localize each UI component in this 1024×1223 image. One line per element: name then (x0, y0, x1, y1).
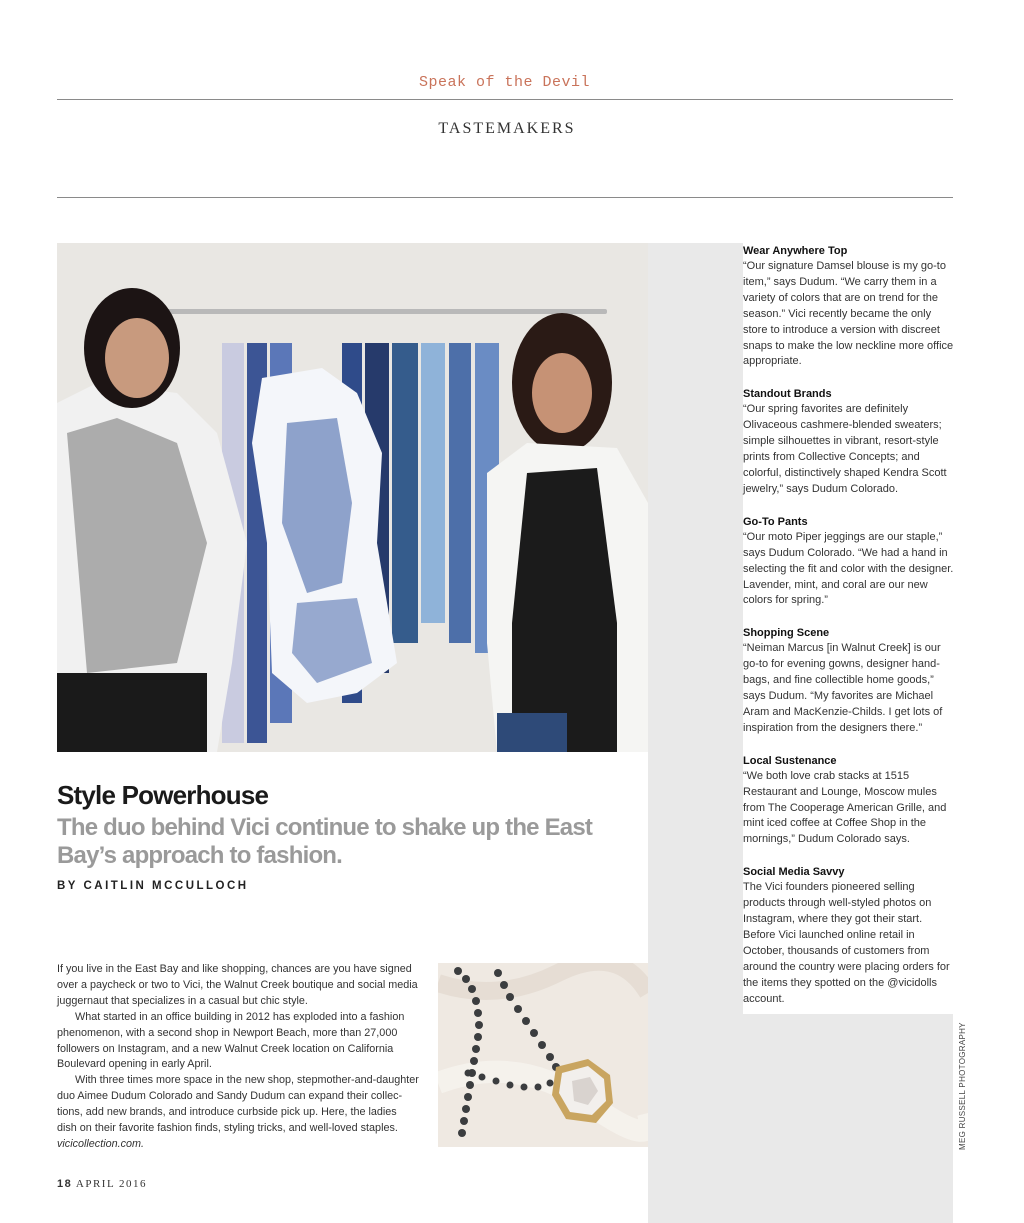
sidebar-item-go-to-pants (743, 514, 955, 610)
sidebar-item-title: Standout Brands (743, 388, 832, 401)
sidebar-item-title: Shopping Scene (743, 627, 830, 640)
sidebar-item-title: Social Media Savvy (743, 866, 845, 879)
section-title: TASTEMAKERS (438, 120, 576, 137)
sidebar-item-body: “Neiman Marcus [in Walnut Creek] is our go-to for evening gowns, designer hand-bags, and fine collectible home goods,” says Dudum. “My favorites are Michael Aram and MacKenzie-Childs. I get lots of inspiration from the designers there.” (743, 642, 943, 734)
sidebar-item-body: “Our moto Piper jeggings are our staple,” says Dudum Colorado. “We had a hand in selecting the fit and color with the designer. Lavender, mint, and coral are our new colors for spring.” (743, 530, 954, 607)
sidebar-panel (743, 243, 955, 1014)
article-body (57, 962, 419, 1153)
page-number: 18 (57, 1178, 73, 1190)
necklace-photo (438, 963, 648, 1147)
article-paragraph (57, 1073, 419, 1153)
sidebar-item-body: “We both love crab stacks at 1515 Restaurant and Lounge, Moscow mules from The Cooperage American Grille, and mint iced coffee at Coffee Shop in the mornings,” Dudum Colorado says. (743, 769, 947, 846)
sidebar-item-local-sustenance (743, 753, 955, 849)
section-kicker: Speak of the Devil (418, 74, 591, 91)
sidebar-item-title: Go-To Pants (743, 515, 808, 528)
sidebar-item-title: Local Sustenance (743, 754, 837, 767)
header-rule-bottom (57, 197, 953, 198)
photo-credit-text: MEG RUSSELL PHOTOGRAPHY (958, 1022, 967, 1150)
article-paragraph: What started in an office building in 2012 has exploded into a fashion phenomenon, with a second shop in Newport Beach, more than 27,000 followers on Instagram, and a new Walnut Creek location on California Boulevard opening in early April. (57, 1010, 405, 1071)
main-photo-illustration (57, 243, 648, 752)
main-photo (57, 243, 648, 752)
sidebar-item-wear-anywhere-top (743, 243, 955, 370)
page-folio (57, 1178, 147, 1190)
sidebar-item-body: The Vici founders pioneered selling products through well-styled photos on Instagram, where they got their start. Before Vici launched online retail in October, thousands of customers from around the country were placing orders for the items they spotted on the @vicidolls account. (743, 881, 950, 1005)
header-rule-top (57, 99, 953, 100)
necklace-illustration (438, 963, 648, 1147)
photo-credit (958, 1022, 972, 1150)
article-byline: BY CAITLIN MCCULLOCH (57, 880, 249, 892)
article-paragraph-text: With three times more space in the new shop, stepmother-and-daughter duo Aimee Dudum Colorado and Sandy Dudum can expand their collec-tions, add new brands, and introduce curbside pick up. Here, the ladies dish on their favorite fashion finds, styling tricks, and well-loved staples. (57, 1074, 419, 1135)
issue-date: APRIL 2016 (75, 1178, 148, 1190)
article-paragraph: If you live in the East Bay and like shopping, chances are you have signed over a paycheck or two to Vici, the Walnut Creek boutique and social media juggernaut that specializes in a casual but chic style. (57, 963, 418, 1007)
sidebar-item-standout-brands (743, 386, 955, 497)
sidebar-item-shopping-scene (743, 625, 955, 736)
sidebar-item-title: Wear Anywhere Top (743, 245, 848, 257)
sidebar-item-social-media-savvy (743, 864, 955, 1007)
article-url: vicicollection.com. (57, 1137, 145, 1150)
sidebar-item-body: “Our signature Damsel blouse is my go-to item,” says Dudum. “We carry them in a variety of colors that are on trend for the season.” Vici recently became the only store to introduce a version with discreet snaps to make the low neckline more office appropriate. (743, 260, 954, 368)
article-headline: Style Powerhouse (57, 780, 269, 810)
sidebar-item-body: “Our spring favorites are definitely Olivaceous cashmere-blended sweaters; simple silhouettes in vibrant, resort-style prints from Collective Concepts; and colorful, distinctively shaped Kendra Scott jewelry,” says Dudum Colorado. (743, 403, 947, 495)
article-deck: The duo behind Vici continue to shake up the East Bay’s approach to fashion. (57, 814, 593, 869)
